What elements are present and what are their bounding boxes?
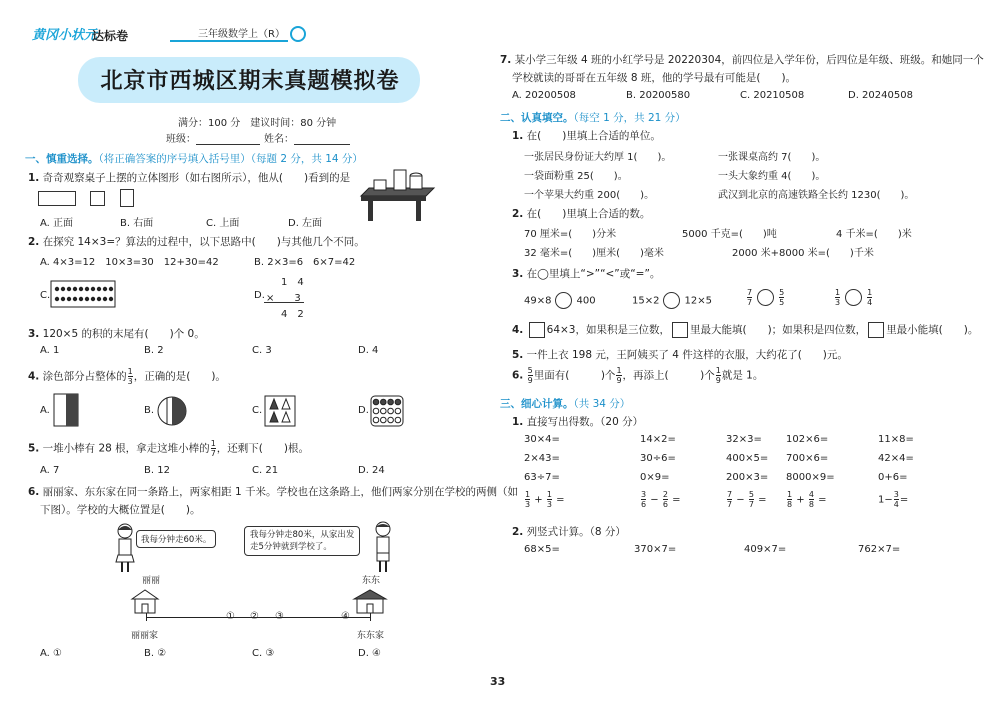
q4-figure-a [53,393,79,427]
calc-cell[interactable]: 400×5= [726,453,769,464]
f5-number: 5. [512,349,524,361]
calc-cell[interactable]: 32×3= [726,434,762,445]
class-field[interactable] [166,130,260,145]
f1-item-5[interactable]: 一个苹果大约重 200( )。 [524,190,655,201]
f3-item-c [746,288,785,307]
q1-option-c[interactable]: C. 上面 [206,218,240,229]
q2-vertical-mid: × 3 [266,293,301,304]
f3-c-frac-right [779,288,784,307]
page-title: 北京市西城区期末真题模拟卷 [100,69,400,94]
calc-cell[interactable]: 2×43= [524,453,560,464]
fill-6 [512,366,763,385]
calc-cell[interactable]: 42×4= [878,453,914,464]
f3-c-ld: 7 [747,298,753,307]
calc-1 [512,414,643,429]
q5-option-d[interactable]: D. 24 [358,465,385,476]
q4-figure-d [370,395,404,427]
q6-bubble-boy [244,526,360,556]
q2-vertical-top: 1 4 [281,277,304,288]
calc-cell[interactable]: 8000×9= [786,472,835,483]
question-2 [28,234,365,249]
q6-bubble-boy-text-1: 我每分钟走80米，从家出发 [250,530,355,540]
course-name: 三年级数学上（R） [198,29,285,40]
f6-text-2: ，再添上( )个 [622,369,715,382]
f3-d-frac-left [835,288,840,307]
q4-text-pre: 涂色部分占整体的 [42,370,127,383]
q5-option-c[interactable]: C. 21 [252,465,279,476]
f3-d-rd: 4 [867,298,873,307]
f6-frac-1-num: 5 [527,366,533,375]
c2-item-3[interactable]: 409×7= [744,544,787,555]
q5-text-pre: 一堆小棒有 28 根，拿走这堆小棒的 [42,442,210,455]
f3-a-left: 49×8 [524,295,552,307]
section-2-note: （每空 1 分，共 21 分） [573,112,686,124]
q6-bubble-boy-text-2: 走5分钟就到学校了。 [250,542,332,552]
name-field[interactable] [264,130,350,145]
q1-shape-rect-tall [120,189,134,207]
fill-3 [512,266,660,281]
q4-option-a[interactable]: A. [40,405,50,416]
q6-house-right [352,588,388,614]
question-5 [28,439,309,458]
q6-text-1: 丽丽家、东东家在同一条路上，两家相距 1 千米。学校也在这条路上，他们两家分别在学校的两侧（如 [42,486,518,498]
q1-shape-square [90,191,105,206]
calc-cell[interactable]: 200×3= [726,472,769,483]
calc-frac-cell[interactable]: $\frac{7}{7}$ − $\frac{5}{7}$ = [727,490,767,509]
f3-d-ln: 1 [835,288,841,297]
q4-option-d[interactable]: D. [358,405,369,416]
f1-item-3[interactable]: 一袋面粉重 25( )。 [524,171,628,182]
q2-number: 2. [28,236,40,248]
calc-cell[interactable]: 0+6= [878,472,908,483]
q4-frac-num: 1 [127,367,133,376]
class-label: 班级： [166,134,196,145]
section-2-title: 二、认真填空。 [500,112,574,124]
f4-box-1[interactable] [529,322,545,338]
calc-cell[interactable]: 14×2= [640,434,676,445]
f1-item-2[interactable]: 一张课桌高约 7( )。 [718,152,826,163]
f4-box-2[interactable] [672,322,688,338]
f6-frac-3-den: 9 [715,376,721,385]
f3-number: 3. [512,268,524,280]
calc-cell[interactable]: 700×6= [786,453,829,464]
q7-option-a[interactable]: A. 20200508 [512,90,576,101]
logo: 黄冈小状元 [32,28,98,43]
section-1-note: （将正确答案的序号填入括号里）（每题 2 分，共 14 分） [98,153,363,165]
f2-item-5[interactable]: 2000 米+8000 米=( )千米 [732,248,874,259]
f3-c-rd: 5 [779,298,785,307]
q6-mark-3[interactable]: ③ [275,611,284,622]
q6-house-left [130,588,160,614]
q3-option-d[interactable]: D. 4 [358,345,379,356]
q4-fraction [128,367,133,386]
f4-text-1: 64×3，如果积是三位数， [546,324,670,336]
c2-text: 列竖式计算。（8 分） [526,526,626,538]
q1-shape-rect [38,191,76,206]
calc-cell[interactable]: 102×6= [786,434,829,445]
q5-text-post: ，还剩下( )根。 [216,442,309,455]
f4-number: 4. [512,324,524,336]
q1-option-a[interactable]: A. 正面 [40,218,74,229]
q3-text: 120×5 的积的末尾有( )个 0。 [42,328,205,340]
section-2-heading [500,110,686,125]
calc-frac-cell[interactable]: 1− $\frac{3}{4}$ = [878,490,909,509]
q5-fraction [211,439,216,458]
q1-number: 1. [28,172,40,184]
q6-girl-name: 丽丽 [142,576,161,586]
q2-dot-array [50,280,116,308]
f2-number: 2. [512,208,524,220]
q1-option-b[interactable]: B. 右面 [120,218,154,229]
c2-item-1[interactable]: 68×5= [524,544,560,555]
q5-frac-den: 7 [210,449,216,458]
f6-frac-1 [528,366,533,385]
f3-item-a [524,292,596,309]
question-7-line-1 [500,52,984,67]
f6-frac-1-den: 9 [527,376,533,385]
f4-text-2: 里最大能填( )；如果积是四位数， [689,324,867,336]
calc-cell[interactable]: 30×4= [524,434,560,445]
section-3-heading [500,396,630,411]
f2-item-3[interactable]: 4 千米=( )米 [836,229,912,240]
q7-text-1: 某小学三年级 4 班的小红学号是 20220304，前四位是入学年份，后四位是年级、班级。和她同一个 [514,54,984,66]
q2-option-c[interactable]: C. [40,290,51,301]
q7-option-d[interactable]: D. 20240508 [848,90,913,101]
q4-text-post: ，正确的是( )。 [133,370,226,383]
q5-number: 5. [28,442,40,455]
f6-number: 6. [512,369,524,382]
f6-text-3: 就是 1。 [721,369,764,382]
q6-bubble-girl [136,530,216,548]
question-7-line-2: 学校就读的哥哥在五年级 8 班，他的学号最有可能是( )。 [512,72,797,84]
calc-cell[interactable]: 30÷6= [640,453,676,464]
q1-table-figure [356,166,436,222]
f1-text: 在( )里填上合适的单位。 [526,130,661,142]
calc-frac-cell[interactable]: $\frac{1}{3}$ + $\frac{1}{3}$ = [525,490,565,509]
q6-home-left-label: 丽丽家 [131,631,159,641]
calc-cell[interactable]: 63÷7= [524,472,560,483]
fill-4 [512,322,978,338]
fill-2 [512,206,650,221]
q4-figure-b [156,395,188,427]
q5-frac-num: 1 [210,439,216,448]
q6-girl-figure [112,522,138,574]
q6-boy-figure [370,520,396,574]
f6-frac-3 [716,366,721,385]
f1-item-6[interactable]: 武汉到北京的高速铁路全长约 1230( )。 [718,190,915,201]
f6-text-1: 里面有( )个 [533,369,616,382]
f4-box-3[interactable] [868,322,884,338]
calc-frac-cell[interactable]: $\frac{3}{6}$ − $\frac{2}{6}$ = [641,490,681,509]
calc-2 [512,524,626,539]
f3-b-circle[interactable] [663,292,680,309]
q2-option-a[interactable]: A. 4×3=12 10×3=30 12+30=42 [40,257,219,268]
q3-option-c[interactable]: C. 3 [252,345,272,356]
question-6-line-1 [28,484,518,499]
name-label: 姓名： [264,134,294,145]
f3-c-circle[interactable] [757,289,774,306]
q4-frac-den: 3 [127,377,133,386]
calc-frac-cell[interactable]: $\frac{1}{8}$ + $\frac{4}{8}$ = [787,490,827,509]
q6-tick-left [146,613,147,621]
c2-item-2[interactable]: 370×7= [634,544,677,555]
q6-home-right-label: 东东家 [357,631,385,641]
q2-option-d[interactable]: D. [254,290,265,301]
q6-mark-4[interactable]: ④ [341,611,350,622]
c1-number: 1. [512,416,524,428]
f3-d-rn: 1 [867,288,873,297]
q7-number: 7. [500,54,512,66]
q3-number: 3. [28,328,40,340]
c2-item-4[interactable]: 762×7= [858,544,901,555]
f2-item-1[interactable]: 70 厘米=( )分米 [524,229,617,240]
f4-text-3: 里最小能填( )。 [886,324,979,336]
q4-option-c[interactable]: C. [252,405,263,416]
q6-tick-right [370,613,371,621]
page-number: 33 [490,675,506,688]
f6-frac-2 [616,366,621,385]
q3-option-a[interactable]: A. 1 [40,345,60,356]
f3-d-frac-right [867,288,872,307]
q6-mark-2[interactable]: ② [250,611,259,622]
section-1-heading [25,151,363,166]
q1-text: 奇奇观察桌子上摆的立体图形（如右图所示），他从( )看到的是 [42,172,351,184]
question-4 [28,367,226,386]
f1-item-1[interactable]: 一张居民身份证大约厚 1( )。 [524,152,672,163]
badge: 达标卷 [92,29,129,43]
calc-cell[interactable]: 11×8= [878,434,914,445]
f1-number: 1. [512,130,524,142]
f3-d-circle[interactable] [845,289,862,306]
question-3 [28,326,205,341]
c2-number: 2. [512,526,524,538]
section-1-title: 一、慎重选择。 [25,153,99,165]
q6-option-c[interactable]: C. ③ [252,648,275,659]
q3-option-b[interactable]: B. 2 [144,345,164,356]
f2-text: 在( )里填上合适的数。 [526,208,651,220]
f3-item-d [834,288,873,307]
q7-option-c[interactable]: C. 20210508 [740,90,805,101]
f2-item-2[interactable]: 5000 千克=( )吨 [682,229,777,240]
q2-option-b[interactable]: B. 2×3=6 6×7=42 [254,257,356,268]
f3-a-circle[interactable] [555,292,572,309]
f3-d-ld: 3 [835,298,841,307]
score-time: 满分：100 分 建议时间：80 分钟 [178,118,337,129]
q4-figure-c [264,395,296,427]
q5-option-b[interactable]: B. 12 [144,465,170,476]
q4-number: 4. [28,370,40,383]
q2-vertical-line [264,302,304,303]
f3-c-rn: 5 [779,288,785,297]
q7-option-b[interactable]: B. 20200580 [626,90,691,101]
f1-item-4[interactable]: 一头大象约重 4( )。 [718,171,826,182]
f3-a-right: 400 [576,295,596,307]
q6-boy-name: 东东 [362,576,381,586]
q6-mark-1[interactable]: ① [226,611,235,622]
q1-option-d[interactable]: D. 左面 [288,218,323,229]
f2-item-4[interactable]: 32 毫米=( )厘米( )毫米 [524,248,664,259]
question-6-line-2: 下图）。学校的大概位置是( )。 [40,504,201,516]
f3-c-frac-left [747,288,752,307]
swirl-icon [290,26,306,42]
question-1 [28,170,350,185]
f3-b-right: 12×5 [684,295,712,307]
q6-option-a[interactable]: A. ① [40,648,62,659]
c1-text: 直接写出得数。（20 分） [526,416,644,428]
q6-option-d[interactable]: D. ④ [358,648,382,659]
f3-item-b [632,292,712,309]
f3-b-left: 15×2 [632,295,660,307]
f6-frac-3-num: 1 [715,366,721,375]
section-3-note: （共 34 分） [573,398,631,410]
q6-number: 6. [28,486,40,498]
calc-cell[interactable]: 0×9= [640,472,670,483]
f6-frac-2-den: 9 [616,376,622,385]
fill-1 [512,128,661,143]
f6-frac-2-num: 1 [616,366,622,375]
q5-option-a[interactable]: A. 7 [40,465,60,476]
section-3-title: 三、细心计算。 [500,398,574,410]
f3-c-ln: 7 [747,288,753,297]
f3-text: 在◯里填上“>”“<”或“=”。 [526,268,661,280]
q2-text: 在探究 14×3=？算法的过程中，以下思路中( )与其他几个不同。 [42,236,365,248]
f5-text: 一件上衣 198 元，王阿姨买了 4 件这样的衣服，大约花了( )元。 [526,349,848,361]
q6-bubble-girl-text: 我每分钟走60米。 [141,535,212,545]
q4-option-b[interactable]: B. [144,405,155,416]
q6-option-b[interactable]: B. ② [144,648,167,659]
fill-5 [512,347,848,362]
q2-vertical-bot: 4 2 [281,309,304,320]
